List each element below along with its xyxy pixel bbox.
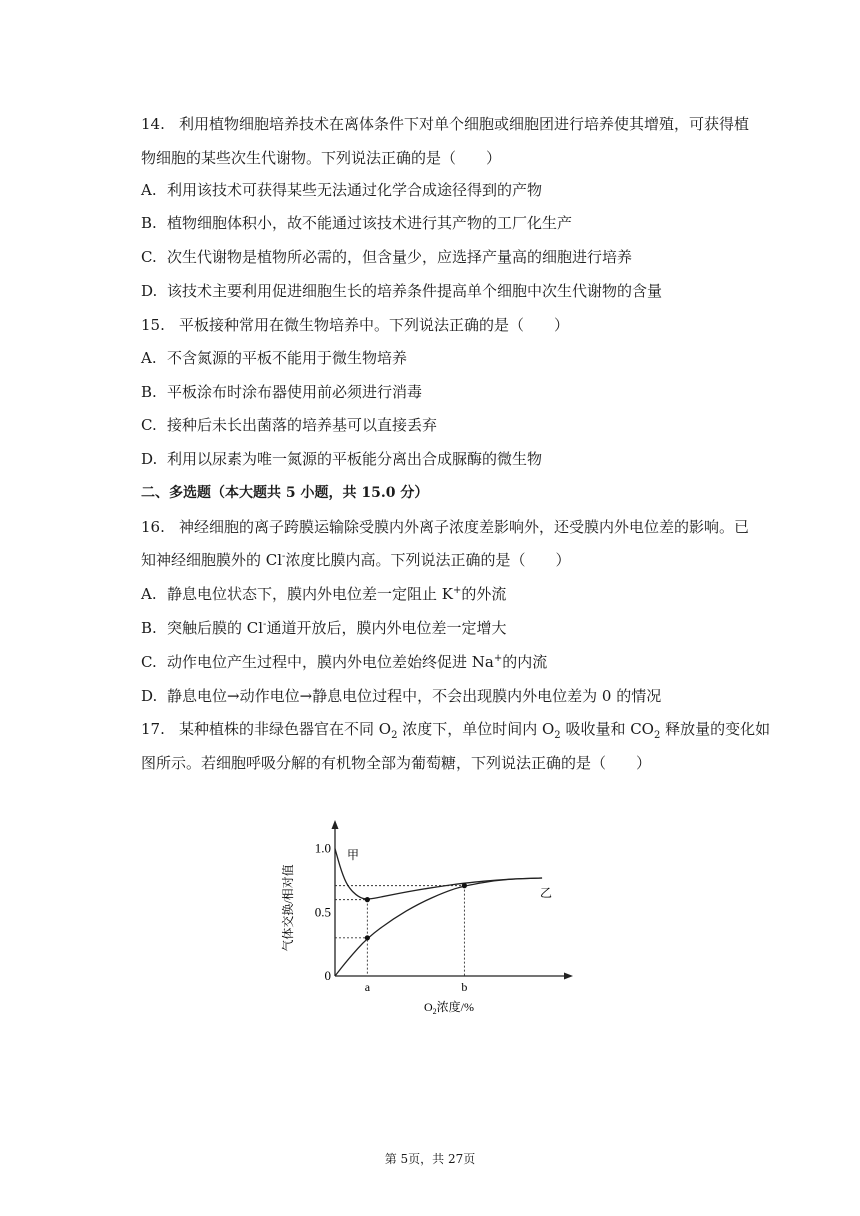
data-point — [462, 883, 467, 888]
y-tick-label: 0 — [324, 968, 331, 983]
q16-stem-line1 — [141, 517, 749, 537]
text-part: 动作电位产生过程中，膜内外电位差始终促进 Na — [167, 653, 494, 671]
option-letter: B. — [141, 383, 157, 401]
text-part: 知神经细胞膜外的 Cl — [141, 551, 283, 569]
option-letter: D. — [141, 687, 158, 705]
q16-option-d — [141, 686, 661, 706]
text-part: 突触后膜的 Cl — [167, 619, 264, 637]
series-line-0 — [335, 849, 542, 899]
superscript: - — [282, 551, 286, 562]
x-axis-arrow — [564, 973, 573, 980]
text-part: 的内流 — [502, 653, 548, 671]
option-text: 平板涂布时涂布器使用前必须进行消毒 — [167, 383, 423, 401]
q14-option-b — [141, 213, 572, 233]
q14-stem-line1 — [141, 114, 749, 134]
q14-number: 14. — [141, 115, 165, 133]
option-text: 不含氮源的平板不能用于微生物培养 — [167, 349, 408, 367]
q15-option-c — [141, 415, 437, 435]
option-letter: A. — [141, 585, 157, 603]
option-letter: A. — [141, 181, 157, 199]
q17-stem-line2: 图所示。若细胞呼吸分解的有机物全部为葡萄糖，下列说法正确的是（ ） — [141, 754, 652, 772]
option-text: 利用该技术可获得某些无法通过化学合成途径得到的产物 — [167, 181, 543, 199]
q16-option-b — [141, 618, 506, 638]
option-letter: D. — [141, 282, 158, 300]
data-point — [365, 897, 370, 902]
option-text: 次生代谢物是植物所必需的，但含量少，应选择产量高的细胞进行培养 — [167, 248, 633, 266]
x-label-sub: 2 — [432, 1007, 437, 1016]
q15-option-d — [141, 449, 542, 469]
text-part: 的外流 — [461, 585, 507, 603]
section-heading: 二、多选题（本大题共 5 小题，共 15.0 分） — [141, 485, 429, 501]
series-line-1 — [335, 878, 542, 976]
q14-option-a — [141, 180, 542, 200]
subscript: 2 — [554, 730, 561, 741]
x-label-part: O — [424, 1000, 433, 1014]
q17-number: 17. — [141, 720, 165, 738]
y-axis-label: 气体交换/相对值 — [281, 864, 295, 952]
q15-number: 15. — [141, 316, 165, 334]
q15-option-b — [141, 382, 422, 402]
option-letter: B. — [141, 619, 157, 637]
x-axis-label — [424, 999, 474, 1016]
option-letter: C. — [141, 248, 157, 266]
series-label-jia: 甲 — [347, 847, 360, 862]
option-letter: B. — [141, 214, 157, 232]
q16-number: 16. — [141, 518, 165, 536]
text-part: 静息电位状态下，膜内外电位差一定阻止 K — [167, 585, 453, 603]
y-tick-label: 1.0 — [314, 840, 331, 856]
text-part: 浓度下，单位时间内 O — [397, 720, 555, 738]
subscript: 2 — [391, 730, 398, 741]
x-tick-label: b — [461, 980, 468, 994]
q15-option-a — [141, 348, 407, 368]
option-text: 接种后未长出菌落的培养基可以直接丢弃 — [167, 416, 438, 434]
superscript: - — [263, 619, 267, 630]
q16-option-a — [141, 584, 506, 604]
option-text: 该技术主要利用促进细胞生长的培养条件提高单个细胞中次生代谢物的含量 — [167, 282, 663, 300]
q15-stem-text1: 平板接种常用在微生物培养中。下列说法正确的是（ ） — [179, 316, 570, 334]
subscript: 2 — [653, 730, 661, 741]
superscript: + — [452, 585, 462, 596]
q14-stem-text1: 利用植物细胞培养技术在离体条件下对单个细胞或细胞团进行培养使其增殖，可获得植 — [179, 115, 750, 133]
page-footer: 第 5页，共 27页 — [384, 1152, 476, 1166]
q16-option-c — [141, 652, 547, 672]
option-text: 利用以尿素为唯一氮源的平板能分离出合成脲酶的微生物 — [167, 450, 543, 468]
superscript: + — [493, 653, 503, 664]
option-letter: C. — [141, 416, 157, 434]
q16-stem-text1: 神经细胞的离子跨膜运输除受膜内外离子浓度差影响外，还受膜内外电位差的影响。已 — [179, 518, 750, 536]
option-letter: D. — [141, 450, 158, 468]
q14-option-d — [141, 281, 662, 301]
option-letter: C. — [141, 653, 157, 671]
q16-stem-line2 — [141, 550, 570, 570]
text-part: 吸收量和 CO — [560, 720, 654, 738]
option-text: 植物细胞体积小，故不能通过该技术进行其产物的工厂化生产 — [167, 214, 573, 232]
text-part: 某种植株的非绿色器官在不同 O — [179, 720, 392, 738]
x-tick-label: a — [364, 980, 371, 994]
x-label-part: 浓度/% — [436, 1000, 475, 1014]
text-part: 释放量的变化如 — [660, 720, 771, 738]
q17-stem-line1 — [141, 719, 770, 739]
chart-layer — [315, 820, 573, 994]
data-point — [365, 935, 370, 940]
text-part: 通道开放后，膜内外电位差一定增大 — [266, 619, 507, 637]
q14-stem-line2: 物细胞的某些次生代谢物。下列说法正确的是（ ） — [141, 149, 502, 167]
q14-option-c — [141, 247, 632, 267]
gas-exchange-chart — [280, 820, 580, 1020]
series-label-yi: 乙 — [540, 886, 553, 901]
y-axis-arrow — [332, 820, 339, 829]
option-letter: A. — [141, 349, 157, 367]
text-part: 浓度比膜内高。下列说法正确的是（ ） — [285, 551, 571, 569]
q15-stem-line1 — [141, 315, 569, 335]
option-text: 静息电位→动作电位→静息电位过程中，不会出现膜内外电位差为 0 的情况 — [167, 687, 662, 705]
y-tick-label: 0.5 — [314, 904, 331, 920]
